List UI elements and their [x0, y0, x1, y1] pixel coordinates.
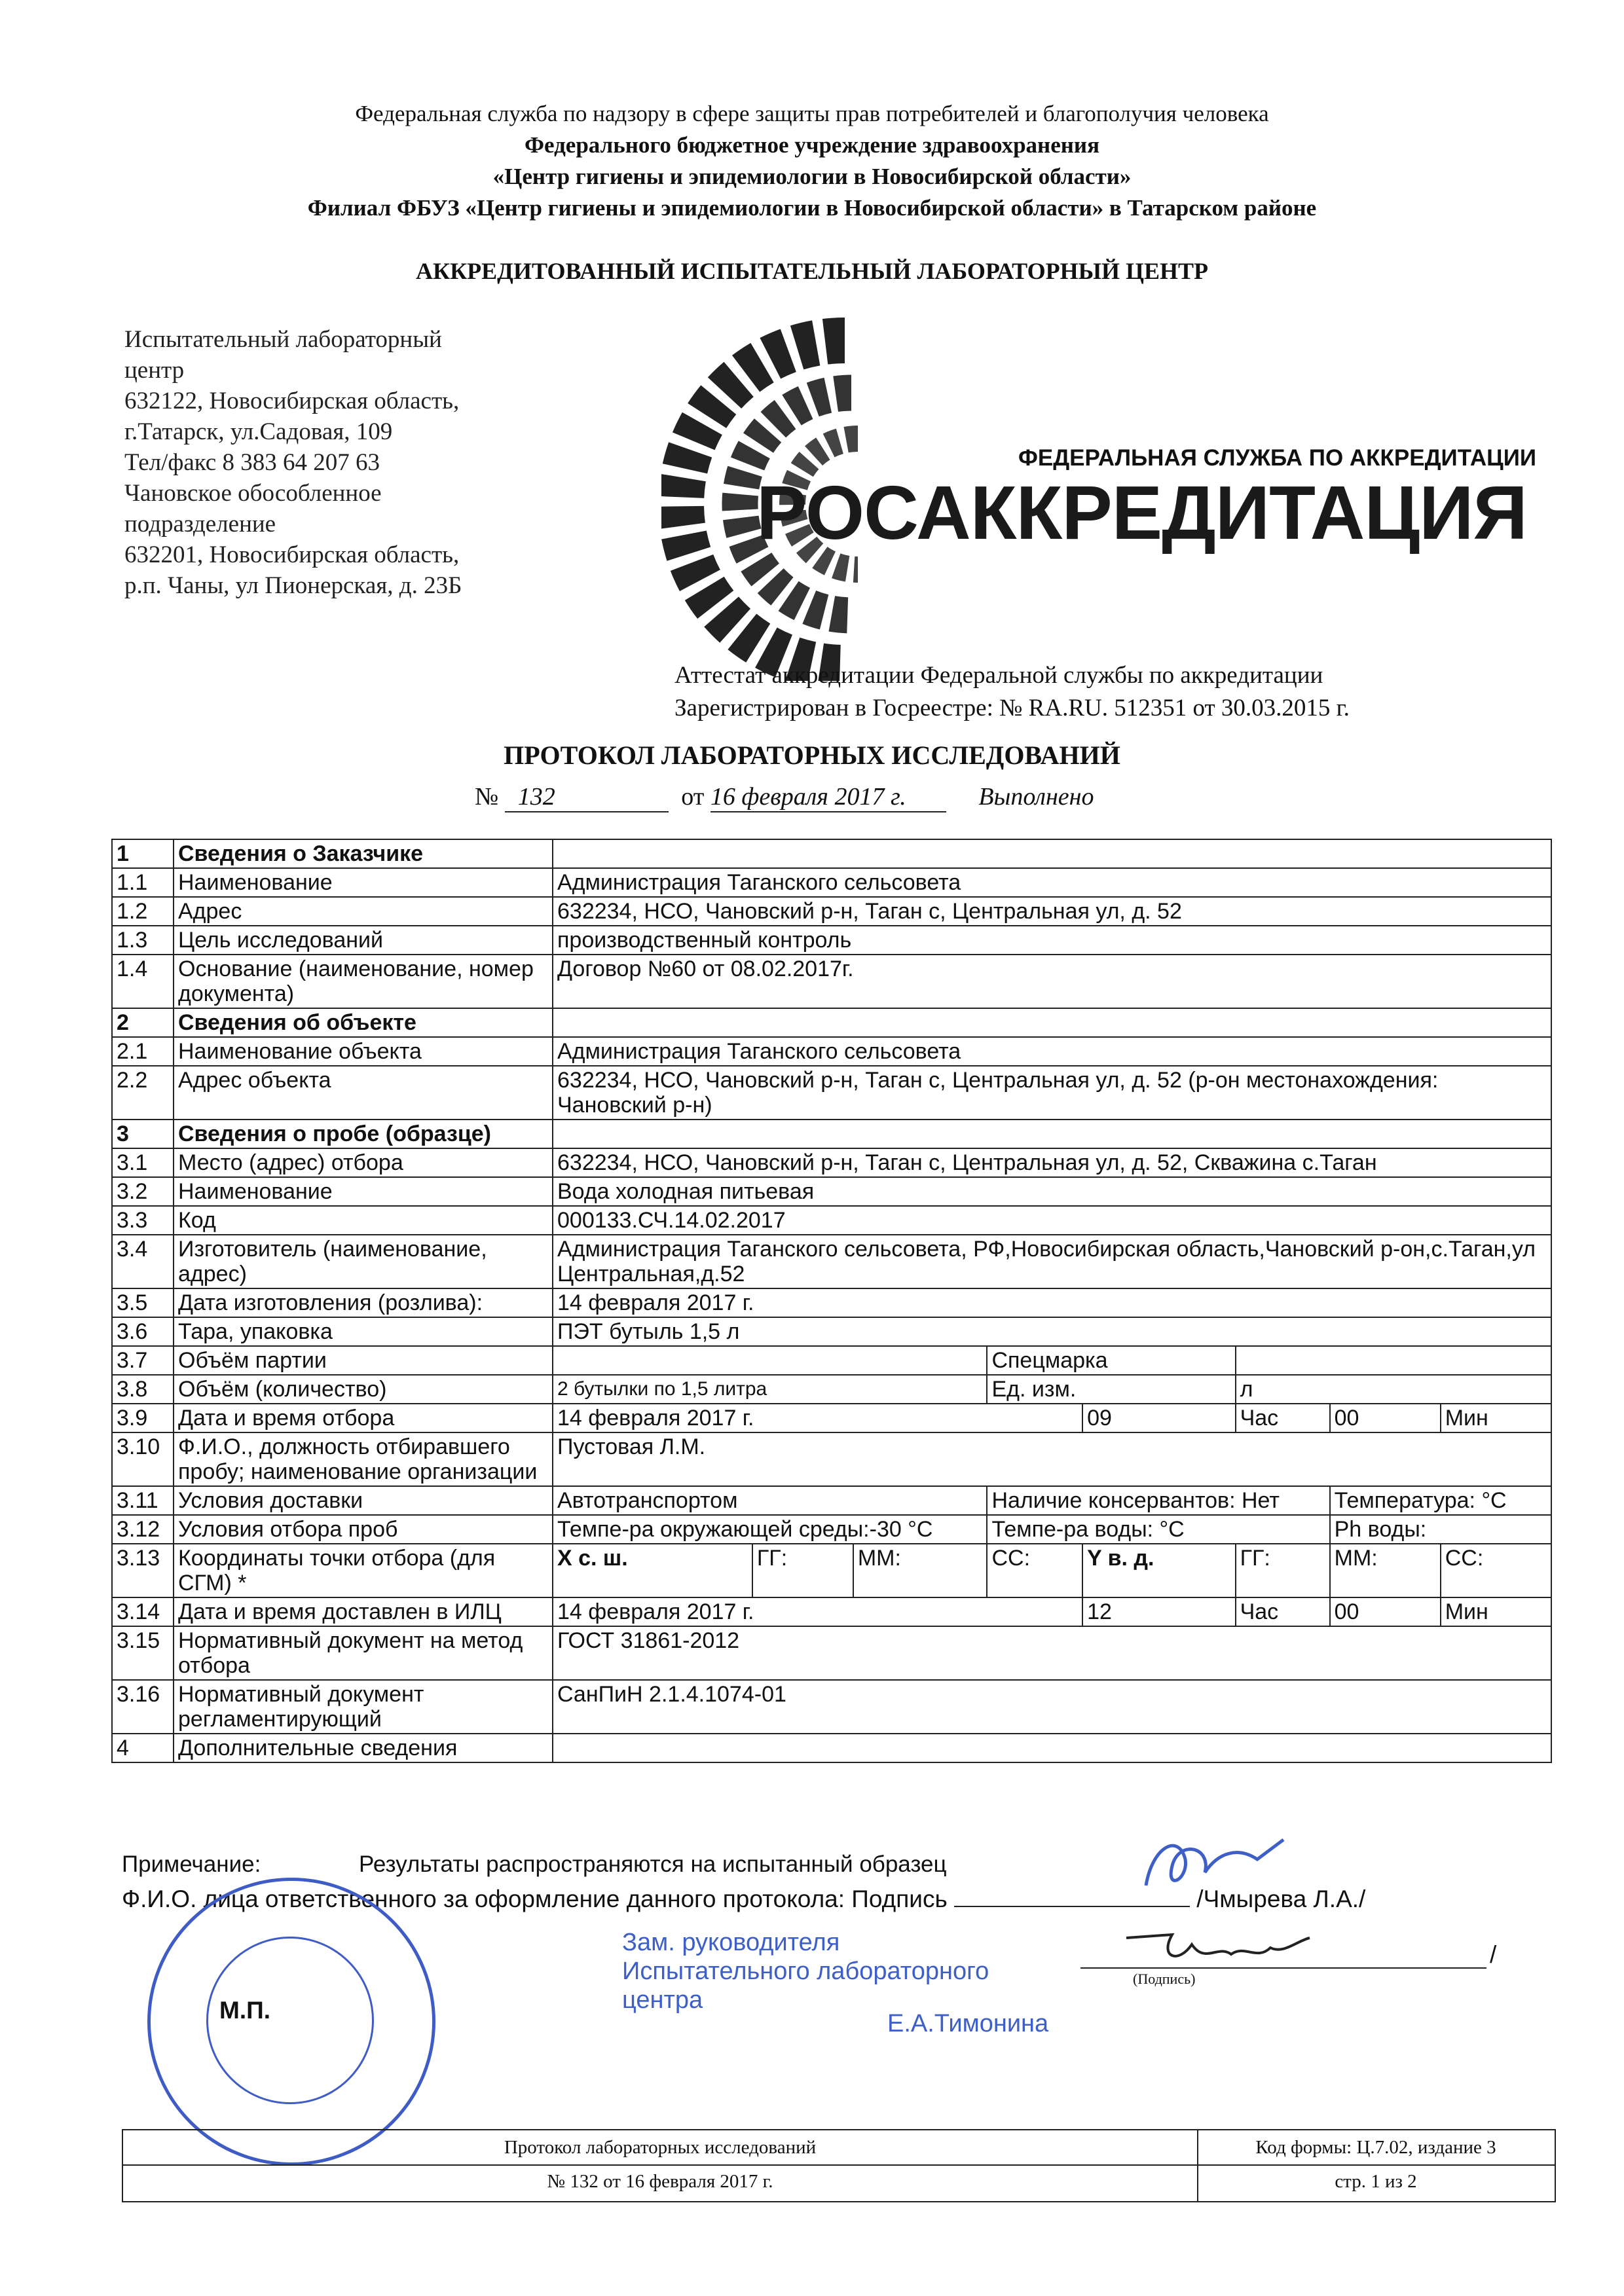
table-row — [112, 1148, 1551, 1177]
protocol-date: 16 февраля 2017 г. — [710, 782, 946, 812]
section-title: Сведения о пробе (образце) — [174, 1120, 553, 1148]
logo-name: РОСАККРЕДИТАЦИЯ — [756, 470, 1527, 555]
row-number: 3.1 — [112, 1148, 174, 1177]
row-number: 3.9 — [112, 1404, 174, 1432]
row-number: 3.16 — [112, 1680, 174, 1734]
protocol-number-line — [475, 782, 1094, 812]
row-number: 3.14 — [112, 1597, 174, 1626]
signature-1-icon — [1126, 1820, 1297, 1912]
row-value: ПЭТ бутыль 1,5 л — [553, 1317, 1551, 1346]
row-value: Вода холодная питьевая — [553, 1177, 1551, 1206]
row-number: 3.8 — [112, 1375, 174, 1404]
row-number: 3.12 — [112, 1515, 174, 1544]
section-title: Сведения об объекте — [174, 1008, 553, 1037]
row-number: 3.13 — [112, 1544, 174, 1597]
special-mark-label: Спецмарка — [987, 1346, 1235, 1375]
table-row — [112, 1066, 1551, 1120]
row-number: 1.3 — [112, 926, 174, 955]
sampling-date: 14 февраля 2017 г. — [553, 1404, 1082, 1432]
unit-label: Ед. изм. — [987, 1375, 1235, 1404]
page-footer — [122, 2129, 1556, 2202]
table-row — [112, 1346, 1551, 1375]
footer-form-code: Код формы: Ц.7.02, издание 3 — [1255, 2137, 1496, 2158]
row-value: 632234, НСО, Чановский р-н, Таган с, Центральная ул, д. 52 (р-он местонахождения: Чановский р-н) — [553, 1066, 1551, 1120]
row-label: Условия отбора проб — [174, 1515, 553, 1544]
preservatives-cell: Наличие консервантов: Нет — [987, 1486, 1329, 1515]
footer-divider-h — [123, 2164, 1555, 2166]
x-coordinate-label: Х с. ш. — [553, 1544, 752, 1597]
signature-slash: / — [1490, 1941, 1497, 1968]
row-value: 000133.СЧ.14.02.2017 — [553, 1206, 1551, 1235]
table-row — [112, 1515, 1551, 1544]
row-label: Наименование — [174, 868, 553, 897]
table-row — [112, 868, 1551, 897]
table-row — [112, 1626, 1551, 1680]
minute-label: Мин — [1441, 1404, 1551, 1432]
table-row — [112, 1317, 1551, 1346]
row-number: 3.5 — [112, 1288, 174, 1317]
lab-address-block — [124, 324, 583, 601]
table-row — [112, 1734, 1551, 1762]
coord-cell: СС: — [987, 1544, 1082, 1597]
table-row — [112, 955, 1551, 1008]
row-value: 632234, НСО, Чановский р-н, Таган с, Центральная ул, д. 52, Скважина с.Таган — [553, 1148, 1551, 1177]
table-row — [112, 1375, 1551, 1404]
row-number: 3.4 — [112, 1235, 174, 1288]
lab-line: подразделение — [124, 511, 276, 538]
water-temperature-cell: Темпе-ра воды: °С — [987, 1515, 1329, 1544]
branch-line: Филиал ФБУЗ «Центр гигиены и эпидемиологии в Новосибирской области» в Татарском районе — [307, 195, 1317, 221]
responsible-label: Ф.И.О. лица ответственного за оформление данного протокола: Подпись — [122, 1886, 948, 1912]
section-row — [112, 839, 1551, 868]
footer-page-number: стр. 1 из 2 — [1335, 2171, 1417, 2192]
row-label: Место (адрес) отбора — [174, 1148, 553, 1177]
lab-line: Чановское обособленное — [124, 480, 382, 507]
deputy-head-label — [622, 1928, 989, 2014]
lab-center-title: АККРЕДИТОВАННЫЙ ИСПЫТАТЕЛЬНЫЙ ЛАБОРАТОРНЫЙ ЦЕНТР — [415, 258, 1209, 284]
row-label: Наименование — [174, 1177, 553, 1206]
lab-line: р.п. Чаны, ул Пионерская, д. 23Б — [124, 572, 462, 599]
row-label: Ф.И.О., должность отбиравшего пробу; наименование организации — [174, 1432, 553, 1486]
row-value: 14 февраля 2017 г. — [553, 1288, 1551, 1317]
coord-cell: ГГ: — [752, 1544, 853, 1597]
air-temperature-cell: Темпе-ра окружающей среды:-30 °С — [553, 1515, 987, 1544]
hour-value: 12 — [1082, 1597, 1236, 1626]
coord-cell: ГГ: — [1236, 1544, 1330, 1597]
table-row — [112, 1597, 1551, 1626]
lab-line: 632201, Новосибирская область, — [124, 541, 460, 568]
table-row — [112, 1177, 1551, 1206]
row-number: 3 — [112, 1120, 174, 1148]
hour-value: 09 — [1082, 1404, 1236, 1432]
row-label: Дата и время отбора — [174, 1404, 553, 1432]
stamp-place-label: М.П. — [219, 1997, 270, 2024]
note-label: Примечание: — [122, 1851, 261, 1877]
number-label: № — [475, 783, 499, 811]
lab-line: центр — [124, 357, 185, 384]
row-label: Нормативный документ регламентирующий — [174, 1680, 553, 1734]
row-value: ГОСТ 31861-2012 — [553, 1626, 1551, 1680]
row-number: 2 — [112, 1008, 174, 1037]
table-row — [112, 1288, 1551, 1317]
row-number: 3.15 — [112, 1626, 174, 1680]
role-line: Зам. руководителя — [622, 1929, 840, 1956]
row-number: 3.10 — [112, 1432, 174, 1486]
institution-line: Федерального бюджетное учреждение здравоохранения — [524, 132, 1100, 158]
row-number: 3.6 — [112, 1317, 174, 1346]
done-label: Выполнено — [978, 783, 1094, 811]
row-label: Объём (количество) — [174, 1375, 553, 1404]
table-row — [112, 1235, 1551, 1288]
delivery-date: 14 февраля 2017 г. — [553, 1597, 1082, 1626]
ph-cell: Ph воды: — [1330, 1515, 1551, 1544]
footer-title: Протокол лабораторных исследований — [504, 2137, 817, 2158]
minute-value: 00 — [1330, 1404, 1441, 1432]
row-number: 1.1 — [112, 868, 174, 897]
protocol-table — [111, 839, 1552, 1763]
row-label: Нормативный документ на метод отбора — [174, 1626, 553, 1680]
lab-line: 632122, Новосибирская область, — [124, 388, 460, 414]
row-label: Код — [174, 1206, 553, 1235]
minute-label: Мин — [1441, 1597, 1551, 1626]
row-value: 632234, НСО, Чановский р-н, Таган с, Центральная ул, д. 52 — [553, 897, 1551, 926]
row-label: Адрес объекта — [174, 1066, 553, 1120]
center-name-line: «Центр гигиены и эпидемиологии в Новосибирской области» — [492, 164, 1132, 189]
role-line: Испытательного лабораторного — [622, 1958, 989, 1985]
row-value: производственный контроль — [553, 926, 1551, 955]
row-label: Основание (наименование, номер документа) — [174, 955, 553, 1008]
row-value: 2 бутылки по 1,5 литра — [553, 1375, 987, 1404]
coord-cell: ММ: — [1330, 1544, 1441, 1597]
row-label: Дата и время доставлен в ИЛЦ — [174, 1597, 553, 1626]
deputy-head-name: Е.А.Тимонина — [887, 2010, 1049, 2037]
row-label: Дополнительные сведения — [174, 1734, 553, 1762]
protocol-number: 132 — [505, 782, 669, 812]
protocol-title: ПРОТОКОЛ ЛАБОРАТОРНЫХ ИССЛЕДОВАНИЙ — [504, 740, 1120, 770]
table-row — [112, 1404, 1551, 1432]
row-label: Условия доставки — [174, 1486, 553, 1515]
table-row — [112, 1037, 1551, 1066]
row-number: 3.7 — [112, 1346, 174, 1375]
row-number: 2.1 — [112, 1037, 174, 1066]
responsible-name: /Чмырева Л.А./ — [1196, 1886, 1366, 1912]
row-value: Администрация Таганского сельсовета, РФ,Новосибирская область,Чановский р-он,с.Таган,ул Центральная,д.52 — [553, 1235, 1551, 1288]
row-label: Адрес — [174, 897, 553, 926]
accreditation-line-2: Зарегистрирован в Госреестре: № RA.RU. 512351 от 30.03.2015 г. — [674, 695, 1350, 721]
table-row — [112, 1486, 1551, 1515]
row-label: Изготовитель (наименование, адрес) — [174, 1235, 553, 1288]
footer-protocol-number: № 132 от 16 февраля 2017 г. — [547, 2171, 773, 2192]
row-number: 2.2 — [112, 1066, 174, 1120]
hour-label: Час — [1236, 1597, 1330, 1626]
row-value: Договор №60 от 08.02.2017г. — [553, 955, 1551, 1008]
unit-value: л — [1236, 1375, 1551, 1404]
hour-label: Час — [1236, 1404, 1330, 1432]
table-row — [112, 897, 1551, 926]
table-row — [112, 1680, 1551, 1734]
row-number: 1 — [112, 839, 174, 868]
row-value: Администрация Таганского сельсовета — [553, 868, 1551, 897]
row-number: 4 — [112, 1734, 174, 1762]
row-label: Дата изготовления (розлива): — [174, 1288, 553, 1317]
role-line: центра — [622, 1986, 703, 2014]
table-row — [112, 1206, 1551, 1235]
note-line — [122, 1851, 947, 1878]
y-coordinate-label: Y в. д. — [1082, 1544, 1236, 1597]
row-label: Наименование объекта — [174, 1037, 553, 1066]
coord-cell: СС: — [1441, 1544, 1551, 1597]
section-row — [112, 1120, 1551, 1148]
signature-caption: (Подпись) — [1133, 1971, 1196, 1987]
row-label: Объём партии — [174, 1346, 553, 1375]
row-number: 1.4 — [112, 955, 174, 1008]
row-value: Пустовая Л.М. — [553, 1432, 1551, 1486]
table-row — [112, 1544, 1551, 1597]
row-value: Администрация Таганского сельсовета — [553, 1037, 1551, 1066]
signature-2-line — [1080, 1967, 1486, 1969]
coord-cell: ММ: — [853, 1544, 987, 1597]
temperature-cell: Температура: °С — [1330, 1486, 1551, 1515]
row-number: 3.2 — [112, 1177, 174, 1206]
date-label: от — [681, 783, 705, 811]
agency-line: Федеральная служба по надзору в сфере защиты прав потребителей и благополучия человека — [355, 101, 1269, 126]
section-row — [112, 1008, 1551, 1037]
section-title: Сведения о Заказчике — [174, 839, 553, 868]
minute-value: 00 — [1330, 1597, 1441, 1626]
row-number: 1.2 — [112, 897, 174, 926]
lab-line: Испытательный лабораторный — [124, 326, 442, 353]
note-text: Результаты распространяются на испытанный образец — [359, 1851, 947, 1877]
lab-line: г.Татарск, ул.Садовая, 109 — [124, 418, 393, 445]
row-number: 3.11 — [112, 1486, 174, 1515]
accreditation-line-1: Аттестат аккредитации Федеральной службы по аккредитации — [674, 662, 1323, 689]
table-row — [112, 926, 1551, 955]
lab-line: Тел/факс 8 383 64 207 63 — [124, 449, 380, 476]
row-label: Тара, упаковка — [174, 1317, 553, 1346]
row-value: Автотранспортом — [553, 1486, 987, 1515]
row-label: Координаты точки отбора (для СГМ) * — [174, 1544, 553, 1597]
round-stamp-icon — [147, 1878, 435, 2166]
row-number: 3.3 — [112, 1206, 174, 1235]
row-value: СанПиН 2.1.4.1074-01 — [553, 1680, 1551, 1734]
logo-service-label: ФЕДЕРАЛЬНАЯ СЛУЖБА ПО АККРЕДИТАЦИИ — [1018, 445, 1537, 471]
row-label: Цель исследований — [174, 926, 553, 955]
table-row — [112, 1432, 1551, 1486]
